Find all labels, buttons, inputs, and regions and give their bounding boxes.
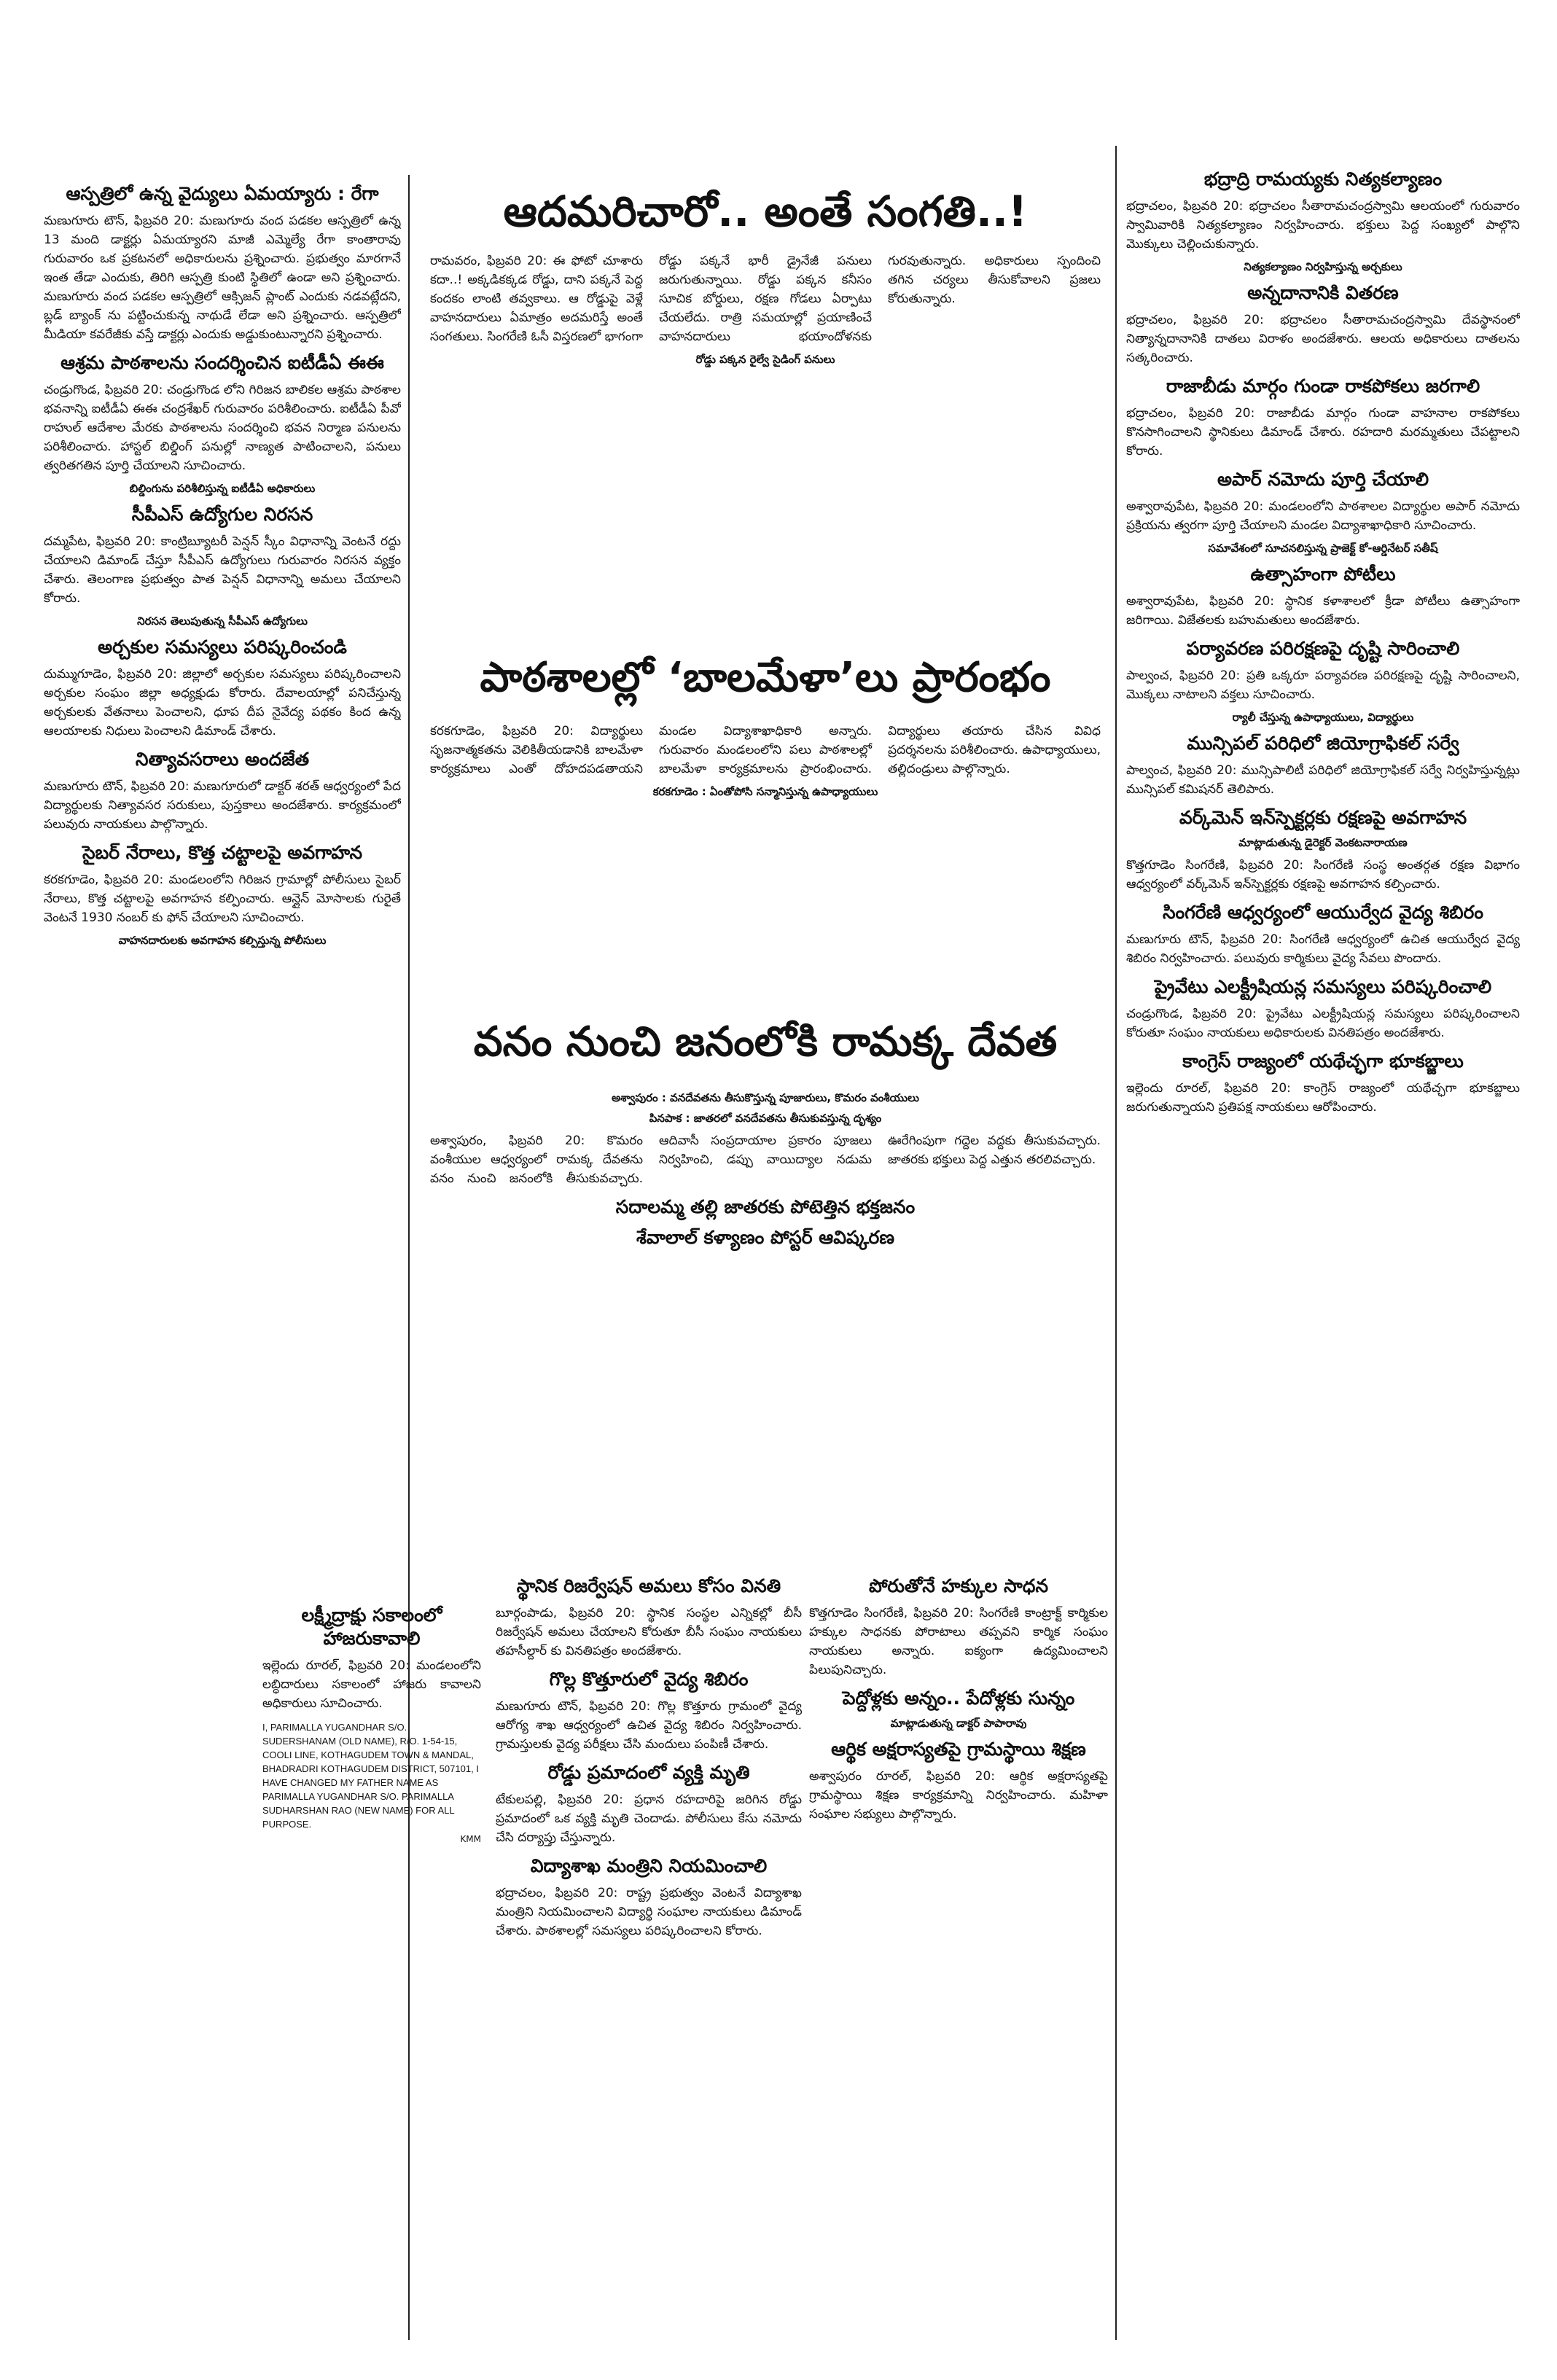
headline: ఉత్సాహంగా పోటీలు [1250, 563, 1396, 585]
article-body: భద్రాచలం, ఫిబ్రవరి 20: భద్రాచలం సీతారామచంద్రస్వామి ఆలయంలో గురువారం స్వామివారికి నిత్యకల్యాణం నిర్వహించారు. భక్తులు పెద్ద సంఖ్యలో పాల్గొని మొక్కులు చెల్లించుకున్నారు. [1126, 199, 1520, 251]
photo-caption: రోడ్డు పక్కన రైల్వే సైడింగ్ పనులు [695, 353, 835, 366]
headline: స్థానిక రిజర్వేషన్ అమలు కోసం వినతి [516, 1575, 781, 1596]
left-column [44, 175, 401, 1633]
article-body: కరకగూడెం, ఫిబ్రవరి 20: మండలంలోని గిరిజన గ్రామాల్లో పోలీసులు సైబర్ నేరాలు, కొత్త చట్టాలపై అవగాహన కల్పించారు. ఆన్లైన్ మోసాలకు గురైతే వెంటనే 1930 నంబర్ కు ఫోన్ చేయాలని సూచించారు. [44, 873, 401, 925]
article-body: ఇల్లెందు రూరల్, ఫిబ్రవరి 20: కాంగ్రెస్ రాజ్యంలో యథేచ్ఛగా భూకబ్జాలు జరుగుతున్నాయని ప్రతిపక్ష నాయకులు ఆరోపించారు. [1126, 1081, 1520, 1115]
photo-caption: వాహనదారులకు అవగాహన కల్పిస్తున్న పోలీసులు [118, 934, 327, 947]
balamela-story [430, 722, 1101, 991]
article-body: అశ్వాపురం, ఫిబ్రవరి 20: కొమరం వంశీయుల ఆధ్వర్యంలో రామక్క దేవతను వనం నుంచి జనంలోకి తీసుకువచ్చారు. ఆదివాసీ సంప్రదాయాల ప్రకారం పూజలు నిర్వహించి, డప్పు వాయిద్యాల నడుమ ఊరేగింపుగా గద్దెల వద్దకు తీసుకువచ్చారు. జాతరకు భక్తులు పెద్ద ఎత్తున తరలివచ్చారు. [430, 1134, 1101, 1186]
photo-caption: నిరసన తెలుపుతున్న సీపీఎస్ ఉద్యోగులు [137, 614, 308, 628]
headline: రోడ్డు ప్రమాదంలో వ్యక్తి మృతి [547, 1762, 750, 1783]
headline: అపార్ నమోదు పూర్తి చేయాలి [1217, 469, 1429, 490]
article-body: భద్రాచలం, ఫిబ్రవరి 20: రాజాబీడు మార్గం గుండా వాహనాల రాకపోకలు కొనసాగించాలని స్థానికులు డిమాండ్ చేశారు. రహదారి మరమ్మతులు చేపట్టాలని కోరారు. [1126, 406, 1520, 459]
headline: అన్నదానానికి వితరణ [1247, 282, 1399, 303]
headline: పర్యావరణ పరిరక్షణపై దృష్టి సారించాలి [1186, 638, 1460, 659]
article-body: అశ్వారావుపేట, ఫిబ్రవరి 20: మండలంలోని పాఠశాలల విద్యార్థుల అపార్ నమోదు ప్రక్రియను త్వరగా పూర్తి చేయాలని మండల విద్యాశాఖాధికారి సూచించారు. [1126, 499, 1520, 533]
headline: కాంగ్రెస్ రాజ్యంలో యథేచ్ఛగా భూకబ్జాలు [1182, 1050, 1464, 1072]
article-body: అశ్వాపురం రూరల్, ఫిబ్రవరి 20: ఆర్థిక అక్షరాస్యతపై గ్రామస్థాయి శిక్షణ కార్యక్రమాన్ని నిర్వహించారు. మహిళా సంఘాల సభ్యులు పాల్గొన్నారు. [809, 1769, 1108, 1822]
article-body: పాల్వంచ, ఫిబ్రవరి 20: ప్రతి ఒక్కరూ పర్యావరణ పరిరక్షణపై దృష్టి సారించాలని, మొక్కలు నాటాలని వక్తలు సూచించారు. [1126, 668, 1520, 702]
article-body: ఇల్లెందు రూరల్, ఫిబ్రవరి 20: మండలంలోని లబ్ధిదారులు సకాలంలో హాజరు కావాలని అధికారులు సూచించారు. [262, 1658, 481, 1711]
article-body: కొత్తగూడెం సింగరేణి, ఫిబ్రవరి 20: సింగరేణి సంస్థ అంతర్గత రక్షణ విభాగం ఆధ్వర్యంలో వర్క్‌మెన్ ఇన్‌స్పెక్టర్లకు రక్షణపై అవగాహన కల్పించారు. [1126, 858, 1520, 891]
headline: సైబర్ నేరాలు, కొత్త చట్టాలపై అవగాహన [82, 842, 363, 863]
article-body: చండ్రుగొండ, ఫిబ్రవరి 20: ప్రైవేటు ఎలక్ట్రీషియన్ల సమస్యలు పరిష్కరించాలని కోరుతూ సంఘం నాయకులు అధికారులకు వినతిపత్రం అందజేశారు. [1126, 1007, 1520, 1040]
article-body: రామవరం, ఫిబ్రవరి 20: ఈ ఫోటో చూశారు కదా..! అక్కడికక్కడ రోడ్డు, దాని పక్కనే పెద్ద కందకం లాంటి తవ్వకాలు. ఆ రోడ్డుపై వెళ్లే వాహనదారులు ఏమాత్రం అదమరిస్తే అంతే సంగతులు. సింగరేణి ఓసీ విస్తరణలో భాగంగా రోడ్డు పక్కనే భారీ డ్రైనేజీ పనులు జరుగుతున్నాయి. రోడ్డు పక్కన కనీసం సూచిక బోర్డులు, రక్షణ గోడలు ఏర్పాటు చేయలేదు. రాత్రి సమయాల్లో ప్రయాణించే వాహనదారులు భయాందోళనకు గురవుతున్నారు. అధికారులు స్పందించి తగిన చర్యలు తీసుకోవాలని ప్రజలు కోరుతున్నారు. [430, 254, 1101, 344]
headline: రాజాబీడు మార్గం గుండా రాకపోకలు జరగాలి [1166, 375, 1480, 397]
article-body: భద్రాచలం, ఫిబ్రవరి 20: భద్రాచలం సీతారామచంద్రస్వామి దేవస్థానంలో నిత్యాన్నదానానికి దాతలు విరాళం అందజేశారు. ఆలయ అధికారులు దాతలను సత్కరించారు. [1126, 313, 1520, 365]
article-body: పాల్వంచ, ఫిబ్రవరి 20: మున్సిపాలిటీ పరిధిలో జియోగ్రాఫికల్ సర్వే నిర్వహిస్తున్నట్లు మున్సిపల్ కమిషనర్ తెలిపారు. [1126, 763, 1520, 797]
legal-notice [262, 1720, 481, 1844]
notice-text: I, PARIMALLA YUGANDHAR S/O. SUDERSHANAM (OLD NAME), R/O. 1-54-15, COOLI LINE, KOTHAGUDEM TOWN & MANDAL, BHADRADRI KOTHAGUDEM DISTRICT, 507101, I HAVE CHANGED MY FATHER NAME AS PARIMALLA YUGANDHAR S/O. PARIMALLA SUDHARSHAN RAO (NEW NAME) FOR ALL PURPOSE. [262, 1722, 479, 1830]
article-body: మణుగూరు టౌన్, ఫిబ్రవరి 20: మణుగూరు వంద పడకల ఆస్పత్రిలో ఉన్న 13 మంది డాక్టర్లు ఏమయ్యారని మాజీ ఎమ్మెల్యే రేగా కాంతారావు గురువారం ఒక ప్రకటనలో అధికారులను ప్రశ్నించారు. ప్రభుత్వం మారగానే ఇంత తేడా ఎందుకు, తిరిగి ఆస్పత్రి కుంటి స్థితిలో ఉండా అని ప్రశ్నించారు. మణుగూరు వంద పడకల ఆస్పత్రిలో ఆక్సిజన్ ప్లాంట్ ఎందుకు నడవట్లేదని, బ్లడ్ బ్యాంక్ ను పట్టించుకున్న నాథుడే లేడా అని ప్రశ్నించారు. ఆస్పత్రిలో మీడియా కవరేజీకు వస్తే డాక్టర్లు ఎందుకు అడ్డుకుంటున్నారని ప్రశ్నించారు. [44, 214, 401, 342]
headline: ఆస్పత్రిలో ఉన్న వైద్యులు ఏమయ్యారు : రేగా [66, 183, 379, 204]
photo-caption: పినపాక : జాతరలో వనదేవతను తీసుకువస్తున్న దృశ్యం [649, 1112, 882, 1125]
article-body: మణుగూరు టౌన్, ఫిబ్రవరి 20: మణుగూరులో డాక్టర్ శరత్ ఆధ్వర్యంలో పేద విద్యార్థులకు నిత్యావసర సరుకులు, పుస్తకాలు అందజేశారు. కార్యక్రమంలో పలువురు నాయకులు పాల్గొన్నారు. [44, 779, 401, 832]
lower-center-2 [809, 1567, 1108, 2340]
headline: ఆశ్రమ పాఠశాలను సందర్శించిన ఐటీడీఏ ఈఈ [61, 352, 384, 373]
ramakka-story [430, 1086, 1101, 1560]
article-body: కొత్తగూడెం సింగరేణి, ఫిబ్రవరి 20: సింగరేణి కాంట్రాక్ట్ కార్మికుల హక్కుల సాధనకు పోరాటాలు తప్పవని కార్మిక సంఘం నాయకులు అన్నారు. ఐక్యంగా ఉద్యమించాలని పిలుపునిచ్చారు. [809, 1606, 1108, 1677]
headline: శేవాలాల్ కళ్యాణం పోస్టర్ ఆవిష్కరణ [636, 1227, 895, 1248]
article-body: బూర్గంపాడు, ఫిబ్రవరి 20: స్థానిక సంస్థల ఎన్నికల్లో బీసీ రిజర్వేషన్ అమలు చేయాలని కోరుతూ బీసీ సంఘం నాయకులు తహసీల్దార్ కు వినతిపత్రం అందజేశారు. [496, 1606, 802, 1658]
headline: లక్ష్మీద్రాక్షు సకాలంలో హాజరుకావాలి [301, 1604, 442, 1649]
headline: సదాలమ్మ తల్లి జాతరకు పోటెత్తిన భక్తజనం [615, 1196, 916, 1217]
article-body: టేకులపల్లి, ఫిబ్రవరి 20: ప్రధాన రహదారిపై జరిగిన రోడ్డు ప్రమాదంలో ఒక వ్యక్తి మృతి చెందాడు. పోలీసులు కేసు నమోదు చేసి దర్యాప్తు చేస్తున్నారు. [496, 1792, 802, 1845]
headline: పోరుతోనే హక్కుల సాధన [868, 1575, 1048, 1596]
photo-caption: నిత్యకల్యాణం నిర్వహిస్తున్న అర్చకులు [1244, 260, 1402, 273]
headline-ramakka: వనం నుంచి జనంలోకి రామక్క దేవత [473, 1018, 1058, 1066]
article-body: కరకగూడెం, ఫిబ్రవరి 20: విద్యార్థులు సృజనాత్మకతను వెలికితీయడానికి బాలమేళా కార్యక్రమాలు ఎంతో దోహదపడతాయని మండల విద్యాశాఖాధికారి అన్నారు. గురువారం మండలంలోని పలు పాఠశాలల్లో బాలమేళా కార్యక్రమాలను ప్రారంభించారు. విద్యార్థులు తయారు చేసిన వివిధ ప్రదర్శనలను పరిశీలించారు. ఉపాధ్యాయులు, తల్లిదండ్రులు పాల్గొన్నారు. [430, 724, 1101, 776]
notice-signature: KMM [460, 1834, 481, 1844]
headline: సీపీఎస్ ఉద్యోగుల నిరసన [131, 504, 313, 525]
headline: మున్సిపల్ పరిధిలో జియోగ్రాఫికల్ సర్వే [1187, 733, 1459, 754]
right-column [1126, 160, 1520, 2340]
photo-caption: బిల్డింగును పరిశీలిస్తున్న ఐటీడీఏ అధికారులు [129, 482, 316, 495]
headline-balamela: పాఠశాలల్లో ‘బాలమేళా’లు ప్రారంభం [480, 654, 1051, 701]
headline: ఆర్థిక అక్షరాస్యతపై గ్రామస్థాయి శిక్షణ [831, 1739, 1086, 1760]
headline: నిత్యావసరాలు అందజేత [135, 749, 310, 770]
photo-caption: ర్యాలీ చేస్తున్న ఉపాధ్యాయులు, విద్యార్థులు [1232, 711, 1414, 724]
photo-caption: మాట్లాడుతున్న డాక్టర్ పాపారావు [890, 1717, 1027, 1730]
photo-caption: అశ్వాపురం : వనదేవతను తీసుకొస్తున్న పూజారులు, కొమరం వంశీయులు [612, 1091, 919, 1104]
lead-headline: ఆదమరిచారో.. అంతే సంగతి..! [503, 187, 1028, 236]
headline: సింగరేణి ఆధ్వర్యంలో ఆయుర్వేద వైద్య శిబిరం [1163, 902, 1483, 923]
headline: అర్చకుల సమస్యలు పరిష్కరించండి [98, 636, 347, 658]
photo-caption: మాట్లాడుతున్న డైరెక్టర్ వెంకటనారాయణ [1238, 836, 1408, 849]
article-body: భద్రాచలం, ఫిబ్రవరి 20: రాష్ట్ర ప్రభుత్వం వెంటనే విద్యాశాఖ మంత్రిని నియమించాలని విద్యార్థి సంఘాల నాయకులు డిమాండ్ చేశారు. పాఠశాలల్లో సమస్యలు పరిష్కరించాలని కోరారు. [496, 1886, 802, 1938]
notice-column [262, 1596, 481, 2325]
headline: భద్రాద్రి రామయ్యకు నిత్యకల్యాణం [1203, 168, 1443, 190]
article-body: చండ్రుగొండ, ఫిబ్రవరి 20: చండ్రుగొండ లోని గిరిజన బాలికల ఆశ్రమ పాఠశాల భవనాన్ని ఐటీడీఏ ఈఈ చంద్రశేఖర్ గురువారం పరిశీలించారు. ఐటీడీఏ పీవో రాహుల్ ఆదేశాల మేరకు పాఠశాలను సందర్శించి భవన నిర్మాణ పనులను పరిశీలించారు. హాస్టల్ బిల్డింగ్ పనుల్లో నాణ్యత పాటించాలని, పనులు త్వరితగతిన పూర్తి చేయాలని సూచించారు. [44, 383, 401, 473]
headline: విద్యాశాఖ మంత్రిని నియమించాలి [530, 1855, 768, 1876]
headline: వర్క్‌మెన్ ఇన్‌స్పెక్టర్లకు రక్షణపై అవగాహన [1179, 807, 1467, 828]
article-body: దుమ్ముగూడెం, ఫిబ్రవరి 20: జిల్లాలో అర్చకుల సమస్యలు పరిష్కరించాలని అర్చకుల సంఘం జిల్లా అధ్యక్షుడు కోరారు. దేవాలయాల్లో పనిచేస్తున్న అర్చకులకు వేతనాలు పెంచాలని, ధూప దీప నైవేద్య పథకం కింద ఉన్న ఆలయాలకు నిధులు పెంచాలని డిమాండ్ చేశారు. [44, 667, 401, 738]
lower-center-1 [496, 1567, 802, 2340]
lead-story [430, 251, 1101, 631]
headline: గొల్ల కొత్తూరులో వైద్య శిబిరం [549, 1669, 749, 1690]
article-body: దమ్మపేట, ఫిబ్రవరి 20: కాంట్రిబ్యూటరీ పెన్షన్ స్కీం విధానాన్ని వెంటనే రద్దు చేయాలని డిమాండ్ చేస్తూ సీపీఎస్ ఉద్యోగులు గురువారం నిరసన వ్యక్తం చేశారు. తెలంగాణ ప్రభుత్వం పాత పెన్షన్ విధానాన్ని అమలు చేయాలని కోరారు. [44, 534, 401, 606]
photo-caption: సమావేశంలో సూచనలిస్తున్న ప్రాజెక్ట్ కో-ఆర్డినేటర్ సతీష్ [1208, 542, 1438, 555]
headline: పెద్దోళ్లకు అన్నం.. పేదోళ్లకు సున్నం [842, 1688, 1075, 1709]
headline: ప్రైవేటు ఎలక్ట్రీషియన్ల సమస్యలు పరిష్కరించాలి [1154, 976, 1492, 997]
article-body: మణుగూరు టౌన్, ఫిబ్రవరి 20: సింగరేణి ఆధ్వర్యంలో ఉచిత ఆయుర్వేద వైద్య శిబిరం నిర్వహించారు. పలువురు కార్మికులు వైద్య సేవలు పొందారు. [1126, 932, 1520, 966]
column-rule [1115, 146, 1117, 2340]
article-body: మణుగూరు టౌన్, ఫిబ్రవరి 20: గొల్ల కొత్తూరు గ్రామంలో వైద్య ఆరోగ్య శాఖ ఆధ్వర్యంలో ఉచిత వైద్య శిబిరం నిర్వహించారు. గ్రామస్తులకు వైద్య పరీక్షలు చేసి మందులు పంపిణీ చేశారు. [496, 1699, 802, 1752]
photo-caption: కరకగూడెం : ఏంతోపోసి సన్మానిస్తున్న ఉపాధ్యాయులు [652, 785, 878, 798]
article-body: అశ్వారావుపేట, ఫిబ్రవరి 20: స్థానిక కళాశాలలో క్రీడా పోటీలు ఉత్సాహంగా జరిగాయి. విజేతలకు బహుమతులు అందజేశారు. [1126, 594, 1520, 628]
